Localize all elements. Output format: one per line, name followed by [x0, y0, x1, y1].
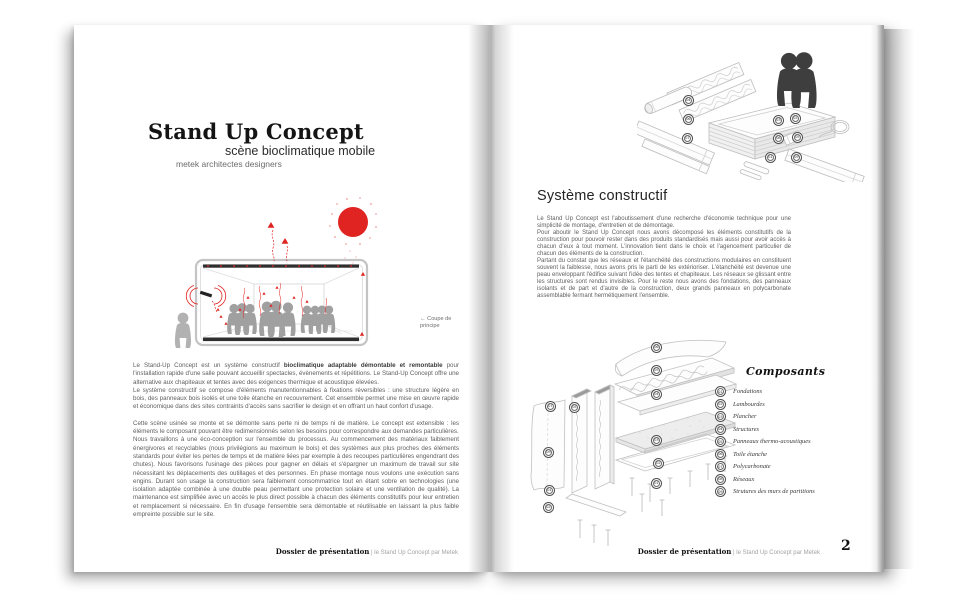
callout-badge: 09 — [791, 152, 802, 163]
callout-badge: 01 — [544, 485, 555, 496]
callout-badge: 07 — [682, 133, 693, 144]
callout-badge: 05 — [651, 365, 662, 376]
footer-doc-subtitle: | le Stand Up Concept par Metek — [371, 550, 458, 556]
callout-badge: 09 — [543, 447, 554, 458]
callout-badge: 03 — [773, 115, 784, 126]
legend-number-badge: 01 — [715, 386, 726, 397]
callout-badge: 06 — [683, 114, 694, 125]
footer-doc-title: Dossier de présentation — [275, 547, 370, 556]
footer-doc-title: Dossier de présentation — [637, 547, 732, 556]
callout-badge: 03 — [651, 435, 662, 446]
legend-item: 08 Réseaux — [715, 474, 754, 485]
floor-slab — [203, 338, 359, 342]
intro-text — [133, 362, 459, 519]
page-stack-edge — [884, 29, 914, 569]
sun-icon — [329, 197, 377, 264]
footer-doc-subtitle: | le Stand Up Concept par Metek — [733, 550, 820, 556]
legend-number-badge: 05 — [715, 436, 726, 447]
roof-slab — [203, 265, 359, 268]
callout-badge: 07 — [545, 401, 556, 412]
legend-number-badge: 08 — [715, 474, 726, 485]
footer-right — [638, 547, 820, 556]
callout-badge: 02 — [653, 458, 664, 469]
callout-badge: 02 — [543, 502, 554, 513]
wall-fixings — [578, 520, 611, 546]
legend-item: 02 Lambourdes — [715, 399, 765, 410]
paragraph-4: Nous travaillons à une éco-conception sur l'ensemble du processus. Au commencement des matériaux faiblement énergivores et recyclables (nous privilégions au maximum le bois) et des systèmes aux plus proches des éléments standards pour éviter les pertes de temps et de matière liées par exemple à des recoupes particulières engendrant des chutes). Nous favorisons l'usinage des pièces pour gagner en délais et s'épargner un maximum de travail sur site nécessitant les déplacements des outillages et des personnes. En phase montage nous voulons une exécution sans engins. Durant son usage la construction sera faiblement consommatrice tout en étant sobre en technologies (une isolation adaptée combinée à une double peau permettant une protection solaire et une ventilation de qualité). La maintenance est simplifiée avec un accès le plus direct possible à chacun des éléments constitutifs pour leur entretien et remplacement si nécessaire. En fin d'usage l'ensemble sera démontable et réutilisable en laissant la plus faible empreinte possible sur le site. — [133, 436, 459, 519]
outside-person-silhouette — [175, 313, 191, 348]
kit-of-parts-diagram — [637, 47, 879, 182]
paragraph-2: Le système constructif se compose d'éléments manutentionnables à fixations réversibles : une structure légère en bois, des panneaux bois isolés et une toile étanche en recouvrement. Cet ensemble permet une mise en œuvre rapide et économique dans des sites contraints d'accès sans sacrifier le design et en offrant un haut confort d'usage. — [133, 386, 459, 411]
callout-badge: 01 — [765, 152, 776, 163]
page-right — [489, 25, 884, 572]
paragraph-r2: Pour aboutir le Stand Up Concept nous avons décomposé les éléments constitutifs de la construction pour pouvoir rester dans des produits standardisés mais aussi pour avoir accès à chacun d'eux à tout moment. L'innovation tient dans le choix et l'agencement particulier de chacun des éléments de la construction. — [537, 230, 791, 258]
legend-number-badge: 02 — [715, 399, 726, 410]
legend-number-badge: 07 — [715, 461, 726, 472]
legend-item: 01 Fondations — [715, 386, 762, 397]
legend-item: 06 Toile étanche — [715, 449, 767, 460]
legend-title: Composants — [746, 365, 826, 378]
footer-left — [276, 547, 458, 556]
page-title: Stand Up Concept — [148, 119, 364, 144]
callout-badge: 05 — [569, 402, 580, 413]
callout-badge: 01 — [651, 478, 662, 489]
legend-number-badge: 06 — [715, 449, 726, 460]
legend-number-badge: 09 — [715, 486, 726, 497]
callout-badge: 06 — [651, 342, 662, 353]
paragraph-1: Le Stand-Up Concept est un système constructif bioclimatique adaptable démontable et remontable pour l'installation rapide d'une salle pouvant accueillir spectacles, évènements et répétitions. Le Stand-Up Concept offre une alternative aux chapiteaux et tentes avec des exigences thermique et acoustique élevées. — [133, 362, 459, 386]
legend-item: 04 Structures — [715, 424, 759, 435]
legend-number-badge: 04 — [715, 424, 726, 435]
callout-badge: 05 — [792, 132, 803, 143]
system-text — [537, 216, 791, 300]
callout-badge: 02 — [790, 113, 801, 124]
callout-badge: 04 — [651, 389, 662, 400]
scale-figures-silhouettes — [777, 52, 817, 108]
legend-item: 03 Plancher — [715, 411, 756, 422]
callout-badge: 08 — [773, 133, 784, 144]
callout-badge: 04 — [683, 95, 694, 106]
foundation-screws — [630, 456, 728, 516]
figure-caption: ← Coupe de principe — [420, 316, 452, 330]
section-heading: Système constructif — [537, 188, 668, 204]
legend-item: 05 Panneaux thermo-acoustiques — [715, 436, 811, 447]
paragraph-r1: Le Stand Up Concept est l'aboutissement d'une recherche d'économie technique pour une simplicité de montage, d'entretien et de démontage. — [537, 216, 791, 230]
page-subtitle: scène bioclimatique mobile — [225, 144, 376, 158]
byline: metek architectes designers — [176, 159, 282, 169]
paragraph-3: Cette scène usinée se monte et se démonte sans perte ni de temps ni de matière. Le concept est extensible : les éléments le composant pouvant être redimensionnés selon les besoins pour correspondre aux demandes particulières. — [133, 419, 459, 436]
page-number: 2 — [841, 538, 851, 554]
stacked-panels — [709, 103, 835, 159]
legend-item: 07 Polycarbonate — [715, 461, 771, 472]
paragraph-r3: Partant du constat que les réseaux et l'étanchéité des constructions modulaires en constituent souvent la faiblesse, nous avons pris le parti de les extérioriser. L'étanchéité est devenue une peau enveloppant l'édifice suivant l'idée des tentes et chapiteaux. Les réseaux se glissant entre les structures sont rendus invisibles. Pour le reste nous avons des fondations, des panneaux isolants et de part et d'autre de la construction, deux grands panneaux en polycarbonate assemblable fermant hermétiquement l'ensemble. — [537, 258, 791, 300]
legend-item: 09 Strutures des murs de partitions — [715, 486, 815, 497]
legend-number-badge: 03 — [715, 411, 726, 422]
page-left — [74, 25, 489, 572]
open-booklet-spread — [74, 25, 884, 572]
